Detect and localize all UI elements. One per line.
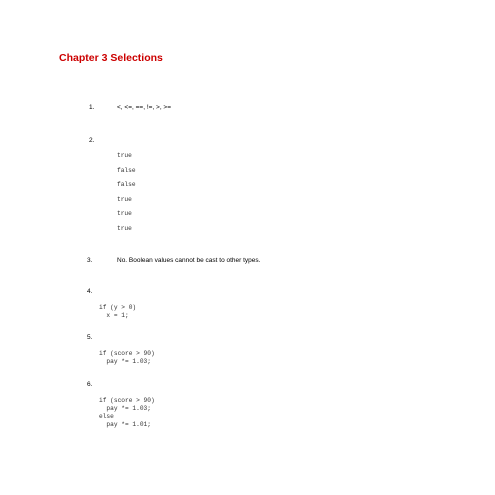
question-3-answer: No. Boolean values cannot be cast to other types. (117, 257, 261, 264)
question-2-number: 2. (89, 137, 95, 144)
question-6-code-line-2: pay *= 1.03; (99, 405, 151, 412)
question-6-number: 6. (87, 381, 93, 388)
chapter-title: Chapter 3 Selections (59, 52, 163, 64)
question-4-code-line-2: x = 1; (99, 312, 129, 319)
question-2-answer-5: true (117, 210, 132, 217)
question-2-answer-3: false (117, 181, 136, 188)
question-1-number: 1. (89, 104, 95, 111)
question-4-code-line-1: if (y > 0) (99, 304, 137, 311)
question-5-code-line-1: if (score > 90) (99, 350, 155, 357)
question-5-number: 5. (87, 334, 93, 341)
question-5-code-line-2: pay *= 1.03; (99, 358, 151, 365)
question-3-number: 3. (87, 257, 93, 264)
question-1-answer: <, <=, ==, !=, >, >= (117, 104, 172, 111)
question-6-code-line-1: if (score > 90) (99, 397, 155, 404)
question-2-answer-4: true (117, 196, 132, 203)
question-2-answer-2: false (117, 167, 136, 174)
question-6-code-line-4: pay *= 1.01; (99, 421, 151, 428)
question-2-answer-1: true (117, 152, 132, 159)
question-2-answer-6: true (117, 225, 132, 232)
question-6-code-line-3: else (99, 413, 114, 420)
question-4-number: 4. (87, 288, 93, 295)
